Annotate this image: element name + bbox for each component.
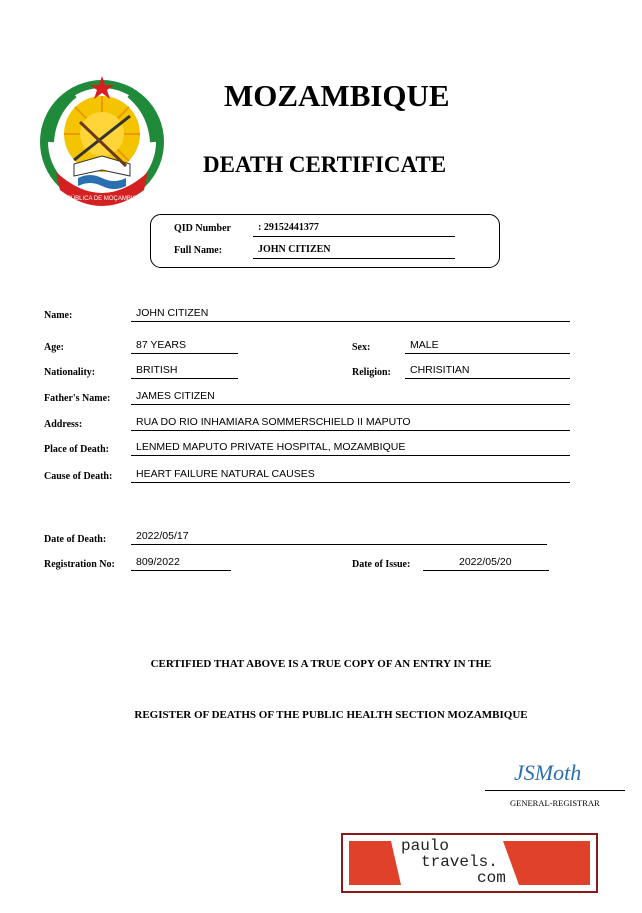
address-value: RUA DO RIO INHAMIARA SOMMERSCHIELD II MAPUTO <box>131 416 570 431</box>
father-label: Father's Name: <box>44 393 111 404</box>
logo-text-2: travels. <box>421 853 498 871</box>
place-of-death-value: LENMED MAPUTO PRIVATE HOSPITAL, MOZAMBIQUE <box>131 441 570 456</box>
signature-icon <box>512 758 598 788</box>
certification-line-1: CERTIFIED THAT ABOVE IS A TRUE COPY OF AN ENTRY IN THE <box>150 658 492 670</box>
registration-no-value: 809/2022 <box>131 556 231 571</box>
logo-text-1: paulo <box>401 837 450 855</box>
mozambique-emblem <box>34 72 170 210</box>
qid-value: : 29152441377 <box>253 222 455 237</box>
cause-of-death-value: HEART FAILURE NATURAL CAUSES <box>131 468 570 483</box>
emblem-icon <box>34 72 170 210</box>
address-label: Address: <box>44 419 83 430</box>
name-value: JOHN CITIZEN <box>131 307 570 322</box>
paulo-travels-logo <box>341 833 598 893</box>
name-label: Name: <box>44 310 73 321</box>
place-of-death-label: Place of Death: <box>44 444 109 455</box>
age-value: 87 YEARS <box>131 339 238 354</box>
signature-line <box>485 790 625 791</box>
qid-label: QID Number <box>174 223 231 234</box>
religion-label: Religion: <box>352 367 391 378</box>
cause-of-death-label: Cause of Death: <box>44 471 113 482</box>
nationality-value: BRITISH <box>131 364 238 379</box>
fullname-label: Full Name: <box>174 245 223 256</box>
father-value: JAMES CITIZEN <box>131 390 570 405</box>
signature-image <box>512 758 598 788</box>
registration-no-label: Registration No: <box>44 559 115 570</box>
logo-text-3: com <box>477 869 506 887</box>
date-of-death-label: Date of Death: <box>44 534 107 545</box>
age-label: Age: <box>44 342 64 353</box>
signature-text: JSMoth <box>514 760 582 785</box>
fullname-value: JOHN CITIZEN <box>253 244 455 259</box>
sex-value: MALE <box>405 339 570 354</box>
certification-line-2: REGISTER OF DEATHS OF THE PUBLIC HEALTH SECTION MOZAMBIQUE <box>134 709 528 721</box>
sex-label: Sex: <box>352 342 371 353</box>
document-title: DEATH CERTIFICATE <box>203 152 447 177</box>
nationality-label: Nationality: <box>44 367 96 378</box>
emblem-ring-text: REPÚBLICA DE MOÇAMBIQUE <box>58 196 146 202</box>
country-title: MOZAMBIQUE <box>224 78 450 113</box>
date-of-issue-label: Date of Issue: <box>352 559 411 570</box>
registrar-title: GENERAL-REGISTRAR <box>510 798 600 808</box>
religion-value: CHRISITIAN <box>405 364 570 379</box>
date-of-issue-value: 2022/05/20 <box>423 556 549 571</box>
date-of-death-value: 2022/05/17 <box>131 530 547 545</box>
